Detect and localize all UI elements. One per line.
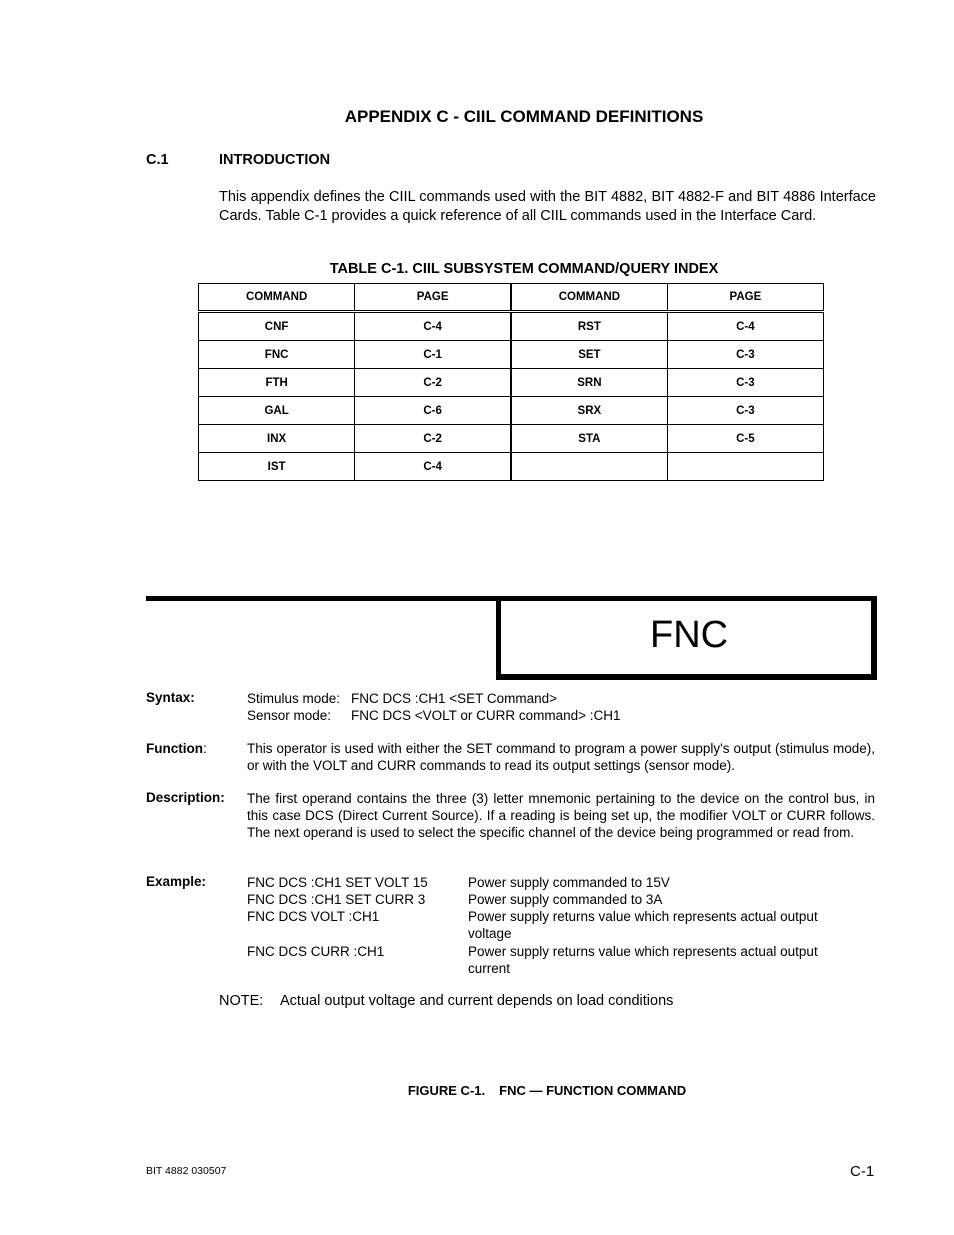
table-row — [199, 312, 824, 341]
table-header-row — [199, 284, 824, 312]
description-label: Description: — [146, 790, 225, 805]
table-cell: SRX — [511, 397, 667, 425]
table-cell: C-1 — [355, 341, 511, 369]
table-cell: INX — [199, 425, 355, 453]
function-label — [146, 740, 207, 757]
syntax-stimulus-label: Stimulus mode: — [247, 691, 341, 706]
function-text: This operator is used with either the SET command to program a power supply's output (stimulus mode), or with the VOLT and CURR commands to read its output settings (sensor mode). — [247, 741, 875, 773]
page-title: APPENDIX C - CIIL COMMAND DEFINITIONS — [344, 107, 704, 126]
syntax-sensor-line — [247, 707, 621, 724]
example-command: FNC DCS VOLT :CH1 — [247, 909, 380, 924]
table-cell — [667, 453, 823, 481]
table-cell: C-3 — [667, 369, 823, 397]
example-command: FNC DCS :CH1 SET CURR 3 — [247, 892, 426, 907]
table-cell: C-6 — [355, 397, 511, 425]
table-cell: C-3 — [667, 341, 823, 369]
command-index-table — [198, 283, 824, 481]
function-label-colon: : — [203, 741, 207, 756]
section-title: INTRODUCTION — [219, 152, 331, 168]
example-result: Power supply commanded to 15V — [468, 875, 670, 890]
note-label: NOTE: — [219, 993, 264, 1009]
table-cell — [511, 453, 667, 481]
note — [219, 993, 673, 1009]
table-cell: IST — [199, 453, 355, 481]
syntax-stimulus-line — [247, 690, 557, 707]
example-command: FNC DCS CURR :CH1 — [247, 944, 385, 959]
figure-title: FNC — FUNCTION COMMAND — [499, 1083, 687, 1098]
example-command: FNC DCS :CH1 SET VOLT 15 — [247, 875, 428, 890]
footer-doc-id: BIT 4882 030507 — [146, 1165, 227, 1177]
table-cell: STA — [511, 425, 667, 453]
table-cell: C-5 — [667, 425, 823, 453]
syntax-sensor-value: FNC DCS <VOLT or CURR command> :CH1 — [351, 708, 621, 723]
syntax-stimulus-value: FNC DCS :CH1 <SET Command> — [351, 691, 558, 706]
header-cell: COMMAND — [199, 284, 355, 312]
description-text: The first operand contains the three (3) letter mnemonic pertaining to the device on the control bus, in this case DCS (Direct Current Source). If a reading is being set up, the modifier VOLT or CURR follows. The next operand is used to select the specific channel of the device being programmed or read from. — [247, 791, 875, 840]
table-cell: GAL — [199, 397, 355, 425]
figure-number: FIGURE C-1. — [407, 1083, 486, 1098]
table-cell: FNC — [199, 341, 355, 369]
table-cell: C-4 — [667, 312, 823, 341]
table-row — [199, 369, 824, 397]
section-number: C.1 — [146, 152, 169, 168]
table-cell: C-4 — [355, 312, 511, 341]
example-label: Example: — [146, 874, 207, 889]
header-cell: PAGE — [667, 284, 823, 312]
table-cell: C-2 — [355, 425, 511, 453]
table-cell: C-3 — [667, 397, 823, 425]
note-text: Actual output voltage and current depends on load conditions — [280, 993, 674, 1009]
table-row — [199, 397, 824, 425]
header-cell: COMMAND — [511, 284, 667, 312]
footer-page-number: C-1 — [850, 1163, 875, 1180]
table-cell: C-2 — [355, 369, 511, 397]
table-cell: C-4 — [355, 453, 511, 481]
header-cell: PAGE — [355, 284, 511, 312]
table-row — [199, 453, 824, 481]
syntax-sensor-label: Sensor mode: — [247, 708, 332, 723]
table-caption: TABLE C-1. CIIL SUBSYSTEM COMMAND/QUERY INDEX — [329, 261, 719, 277]
table-cell: SRN — [511, 369, 667, 397]
syntax-label: Syntax: — [146, 690, 195, 705]
table-cell: CNF — [199, 312, 355, 341]
command-title: FNC — [650, 614, 729, 656]
table-row — [199, 341, 824, 369]
example-result: Power supply returns value which represents actual output current — [468, 944, 818, 976]
figure-caption — [0, 1083, 954, 1098]
table-cell: SET — [511, 341, 667, 369]
example-result: Power supply returns value which represents actual output voltage — [468, 909, 818, 941]
example-result: Power supply commanded to 3A — [468, 892, 663, 907]
table-row — [199, 425, 824, 453]
table-cell: RST — [511, 312, 667, 341]
table-cell: FTH — [199, 369, 355, 397]
function-label-text: Function — [146, 741, 203, 756]
intro-paragraph: This appendix defines the CIIL commands used with the BIT 4882, BIT 4882-F and BIT 4886 Interface Cards. Table C-1 provides a quick reference of all CIIL commands used in the Interface Card. — [219, 189, 876, 224]
